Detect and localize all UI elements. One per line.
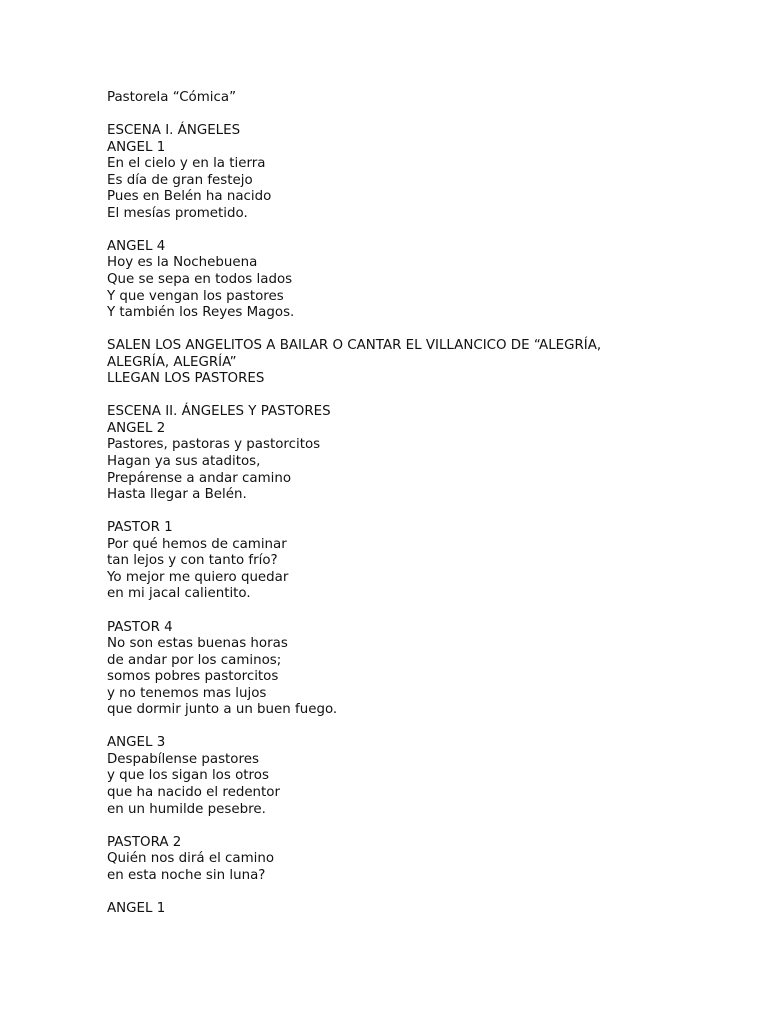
blank-line (107, 818, 727, 835)
verse-line: Hasta llegar a Belén. (107, 487, 247, 503)
verse-line: Pues en Belén ha nacido (107, 189, 272, 205)
verse-line: que dormir junto a un buen fuego. (107, 702, 338, 718)
scene-heading: ESCENA II. ÁNGELES Y PASTORES (107, 404, 331, 420)
block-escena-2-angel-2 (107, 404, 727, 503)
block-pastora-2 (107, 835, 727, 885)
block-stage-direction (107, 338, 727, 388)
verse-line: y no tenemos mas lujos (107, 685, 267, 701)
speaker-label: PASTOR 4 (107, 619, 173, 635)
verse-line: Y que vengan los pastores (107, 288, 284, 304)
blank-line (107, 884, 727, 901)
speaker-label: PASTOR 1 (107, 520, 173, 536)
blank-line (107, 603, 727, 620)
verse-line: en mi jacal calientito. (107, 586, 251, 602)
verse-line: El mesías prometido. (107, 205, 248, 221)
block-pastor-4 (107, 620, 727, 719)
speaker-label: ANGEL 3 (107, 735, 166, 751)
verse-line: Y también los Reyes Magos. (107, 305, 295, 321)
verse-line: Despabílense pastores (107, 751, 259, 767)
block-angel-4 (107, 239, 727, 322)
speaker-label: PASTORA 2 (107, 834, 182, 850)
verse-line: Pastores, pastoras y pastorcitos (107, 437, 321, 453)
stage-direction: SALEN LOS ANGELITOS A BAILAR O CANTAR EL VILLANCICO DE “ALEGRÍA, (107, 338, 602, 354)
verse-line: Hagan ya sus ataditos, (107, 454, 261, 470)
verse-line: tan lejos y con tanto frío? (107, 553, 278, 569)
stage-direction: ALEGRÍA, ALEGRÍA” (107, 354, 237, 370)
blank-line (107, 107, 727, 124)
speaker-label: ANGEL 1 (107, 900, 166, 916)
block-pastor-1 (107, 520, 727, 603)
document-page (107, 90, 727, 917)
stage-direction: LLEGAN LOS PASTORES (107, 371, 265, 387)
blank-line (107, 322, 727, 339)
verse-line: Es día de gran festejo (107, 172, 253, 188)
verse-line: No son estas buenas horas (107, 636, 288, 652)
verse-line: En el cielo y en la tierra (107, 156, 266, 172)
verse-line: que ha nacido el redentor (107, 784, 280, 800)
verse-line: Yo mejor me quiero quedar (107, 569, 289, 585)
blank-line (107, 222, 727, 239)
verse-line: de andar por los caminos; (107, 652, 282, 668)
document-title: Pastorela “Cómica” (107, 90, 237, 105)
verse-line: Hoy es la Nochebuena (107, 255, 258, 271)
blank-line (107, 719, 727, 736)
speaker-label: ANGEL 1 (107, 139, 166, 155)
scene-heading: ESCENA I. ÁNGELES (107, 123, 241, 139)
verse-line: en esta noche sin luna? (107, 867, 266, 883)
verse-line: somos pobres pastorcitos (107, 669, 279, 685)
speaker-label: ANGEL 4 (107, 238, 166, 254)
verse-line: y que los sigan los otros (107, 768, 269, 784)
blank-line (107, 388, 727, 405)
verse-line: Que se sepa en todos lados (107, 272, 293, 288)
verse-line: en un humilde pesebre. (107, 801, 266, 817)
block-angel-3 (107, 735, 727, 818)
verse-line: Por qué hemos de caminar (107, 536, 287, 552)
speaker-label: ANGEL 2 (107, 420, 166, 436)
blank-line (107, 504, 727, 521)
block-angel-1-final (107, 901, 727, 918)
verse-line: Quién nos dirá el camino (107, 851, 275, 867)
verse-line: Prepárense a andar camino (107, 470, 292, 486)
block-escena-1-angel-1 (107, 123, 727, 222)
